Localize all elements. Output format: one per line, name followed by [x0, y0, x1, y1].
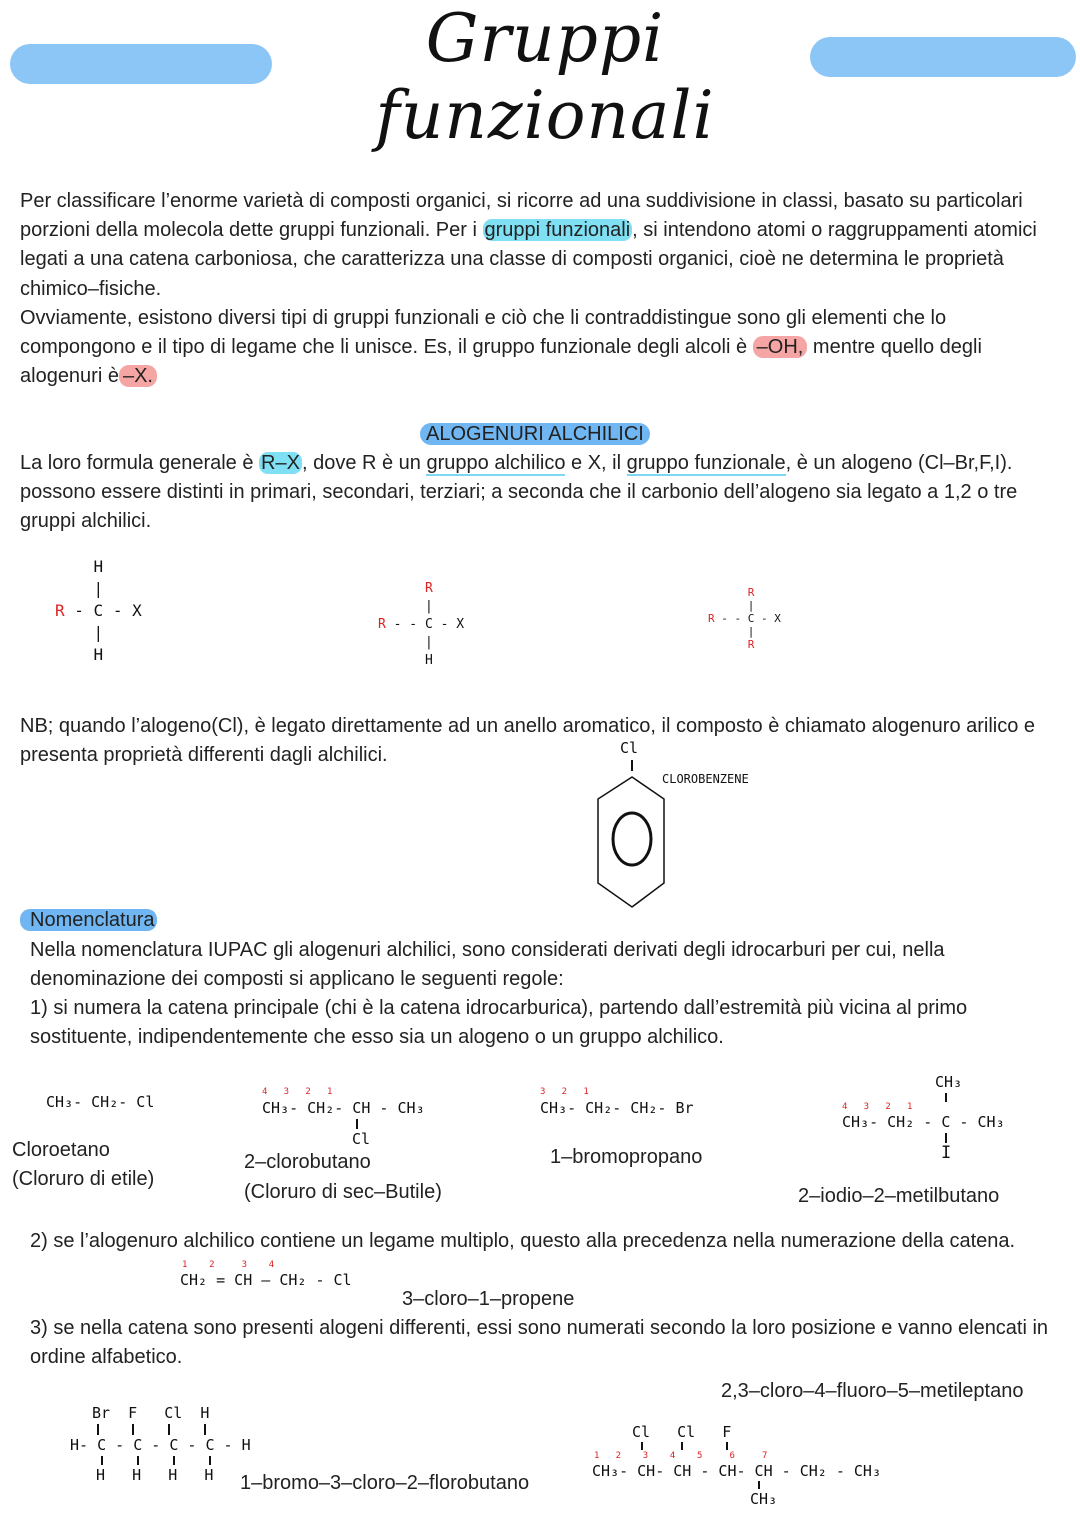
- bond-line: [945, 1093, 947, 1102]
- formula-bromopropano: CH₃- CH₂- CH₂- Br: [540, 1099, 694, 1117]
- bond-line: [97, 1424, 99, 1435]
- substituents-top: Cl Cl F: [632, 1423, 732, 1441]
- formula-cloropropene: CH₂ = CH – CH₂ - Cl: [180, 1271, 352, 1289]
- alt-name-cloroetano: (Cloruro di etile): [12, 1168, 155, 1190]
- intro-text: Per classificare l’enorme varietà di composti organici, si ricorre ad una suddivisione in classi, basato su particolari porzioni della molecola dette gruppi funzionali. Per i: [20, 190, 1023, 242]
- bond-line: [681, 1442, 683, 1450]
- numbering: 3 2 1: [540, 1087, 589, 1097]
- intro-paragraph-2: [20, 304, 1065, 392]
- atom: R: [424, 581, 433, 596]
- formula-bromo-cloro-florobutano: H- C - C - C - C - H: [70, 1436, 251, 1454]
- nomenclatura-intro: Nella nomenclatura IUPAC gli alogenuri alchilici, sono considerati derivati degli idrocarburi per cui, nella denominazione dei composti si applicano le seguenti regole:: [30, 939, 945, 991]
- formula-clorobutano: CH₃- CH₂- CH - CH₃: [262, 1099, 425, 1117]
- section-heading-nomenclatura: [20, 906, 157, 935]
- benzene-ring-icon: [590, 755, 670, 915]
- atom: X: [774, 612, 781, 625]
- bond-line: [356, 1119, 358, 1129]
- bond-line: [758, 1481, 760, 1489]
- numbering: 4 3 2 1: [262, 1087, 333, 1097]
- bond-line: [209, 1456, 211, 1465]
- atom: R: [55, 601, 65, 620]
- text: e X, il: [565, 452, 627, 474]
- atom: H: [93, 557, 104, 576]
- name-cloro-fluoro-metileptano: 2,3–cloro–4–fluoro–5–metileptano: [721, 1380, 1024, 1402]
- numbering: 1 2 3 4 5 6 7: [594, 1451, 768, 1461]
- header-bar-right: [810, 37, 1076, 77]
- rule-2: 2) se l’alogenuro alchilico contiene un legame multiplo, questo alla precedenza nella numerazione della catena.: [30, 1230, 1016, 1252]
- nb-paragraph: NB; quando l’alogeno(Cl), è legato direttamente ad un anello aromatico, il composto è chiamato alogenuro arilico e presenta proprietà differenti dagli alchilici.: [20, 715, 1036, 767]
- name-bromopropano: 1–bromopropano: [550, 1146, 703, 1168]
- name-cloropropene: 3–cloro–1–propene: [402, 1288, 575, 1310]
- text: , è un alogeno (Cl–Br,F,I). possono essere distinti in primari, secondari, terziari; a seconda che il carbonio dell’alogeno sia legato a 1,2 o tre gruppi alchilici.: [20, 452, 1018, 533]
- atom: R: [747, 586, 755, 599]
- atom: X: [456, 617, 465, 632]
- alogenuri-paragraph: [20, 449, 1065, 537]
- name-clorobutano: 2–clorobutano: [244, 1151, 371, 1173]
- bond-line: [168, 1424, 170, 1435]
- atom: C: [93, 601, 104, 620]
- bond-line: [945, 1133, 947, 1143]
- formula-cloroetano: CH₃- CH₂- Cl: [46, 1093, 155, 1111]
- bond-line: [101, 1456, 103, 1465]
- substituent: I: [941, 1143, 952, 1163]
- atom: C: [424, 617, 433, 632]
- intro-text: mentre quello degli alogenuri è: [20, 336, 982, 388]
- rule-1: 1) si numera la catena principale (chi è la catena idrocarburica), partendo dall’estremità più vicina al primo sostituente, indipendentemente che esso sia un alogeno o un gruppo alchilico.: [30, 997, 968, 1049]
- structure-tertiary: R | R - - C - X | R: [708, 586, 781, 651]
- structure-secondary: R | R - - C - X | H: [378, 581, 465, 668]
- highlight-oh: –OH,: [753, 336, 808, 358]
- text: La loro formula generale è: [20, 452, 260, 474]
- atom: R: [708, 612, 715, 625]
- bond-line: [173, 1456, 175, 1465]
- numbering: 1 2 3 4: [182, 1260, 275, 1270]
- intro-text: Ovviamente, esistono diversi tipi di gruppi funzionali e ciò che li contraddistingue sono gli elementi che lo compongono e il tipo di legame che li unisce. Es, il gruppo funzionale degli alcoli è: [20, 307, 947, 359]
- atom: H: [93, 645, 104, 664]
- heading-text: Nomenclatura: [20, 909, 157, 931]
- intro-text: , si intendono atomi o raggruppamenti atomici legati a una catena carboniosa, che caratterizza una classe di composti organici, cioè ne determina le proprietà chimico–fisiche.: [20, 219, 1037, 300]
- section-heading-alogenuri: [420, 420, 650, 449]
- bond-line: [641, 1442, 643, 1450]
- highlight-rx: R–X: [261, 452, 300, 474]
- underline-gruppo-funzionale: gruppo funzionale: [626, 452, 786, 474]
- intro-paragraph-1: [20, 187, 1065, 304]
- bond-line: [204, 1424, 206, 1435]
- atom: X: [132, 601, 142, 620]
- formula-cloro-fluoro-metileptano: CH₃- CH- CH - CH- CH - CH₂ - CH₃: [592, 1462, 881, 1480]
- numbering: 4 3 2 1: [842, 1102, 913, 1112]
- atom: R: [378, 617, 386, 632]
- substituent: Cl: [352, 1130, 371, 1148]
- bond-line: [132, 1424, 134, 1435]
- name-cloroetano: Cloroetano: [12, 1139, 110, 1161]
- heading-text: ALOGENURI ALCHILICI: [420, 423, 650, 445]
- substituents-bottom: H H H H: [96, 1466, 214, 1484]
- bond-line: [137, 1456, 139, 1465]
- highlight-gruppi-funzionali: gruppi funzionali: [484, 219, 631, 242]
- formula-iodio-metilbutano: CH₃- CH₂ - C - CH₃: [842, 1113, 1005, 1131]
- bond-line: [726, 1442, 728, 1450]
- atom: H: [424, 653, 433, 668]
- highlight-x: –X.: [119, 365, 157, 387]
- substituent-top: CH₃: [935, 1073, 963, 1091]
- substituents-top: Br F Cl H: [92, 1404, 210, 1422]
- atom: C: [747, 612, 755, 625]
- name-iodio-metilbutano: 2–iodio–2–metilbutano: [798, 1185, 1000, 1207]
- benzene-substituent: Cl: [620, 739, 639, 757]
- benzene-label: CLOROBENZENE: [662, 772, 749, 786]
- name-bromo-cloro-florobutano: 1–bromo–3–cloro–2–florobutano: [240, 1472, 530, 1494]
- alt-name-clorobutano: (Cloruro di sec–Butile): [244, 1181, 442, 1203]
- underline-gruppo-alchilico: gruppo alchilico: [426, 452, 566, 474]
- structure-primary: H | R - C - X | H: [55, 557, 142, 664]
- rule-3: 3) se nella catena sono presenti alogeni differenti, essi sono numerati secondo la loro posizione e vanno elencati in ordine alfabetico.: [30, 1317, 1049, 1369]
- header-bar-left: [10, 44, 272, 84]
- atom: R: [747, 638, 755, 651]
- substituent-bottom: CH₃: [750, 1490, 778, 1508]
- text: , dove R è un: [301, 452, 427, 474]
- page-title: Gruppi funzionali: [375, 0, 715, 154]
